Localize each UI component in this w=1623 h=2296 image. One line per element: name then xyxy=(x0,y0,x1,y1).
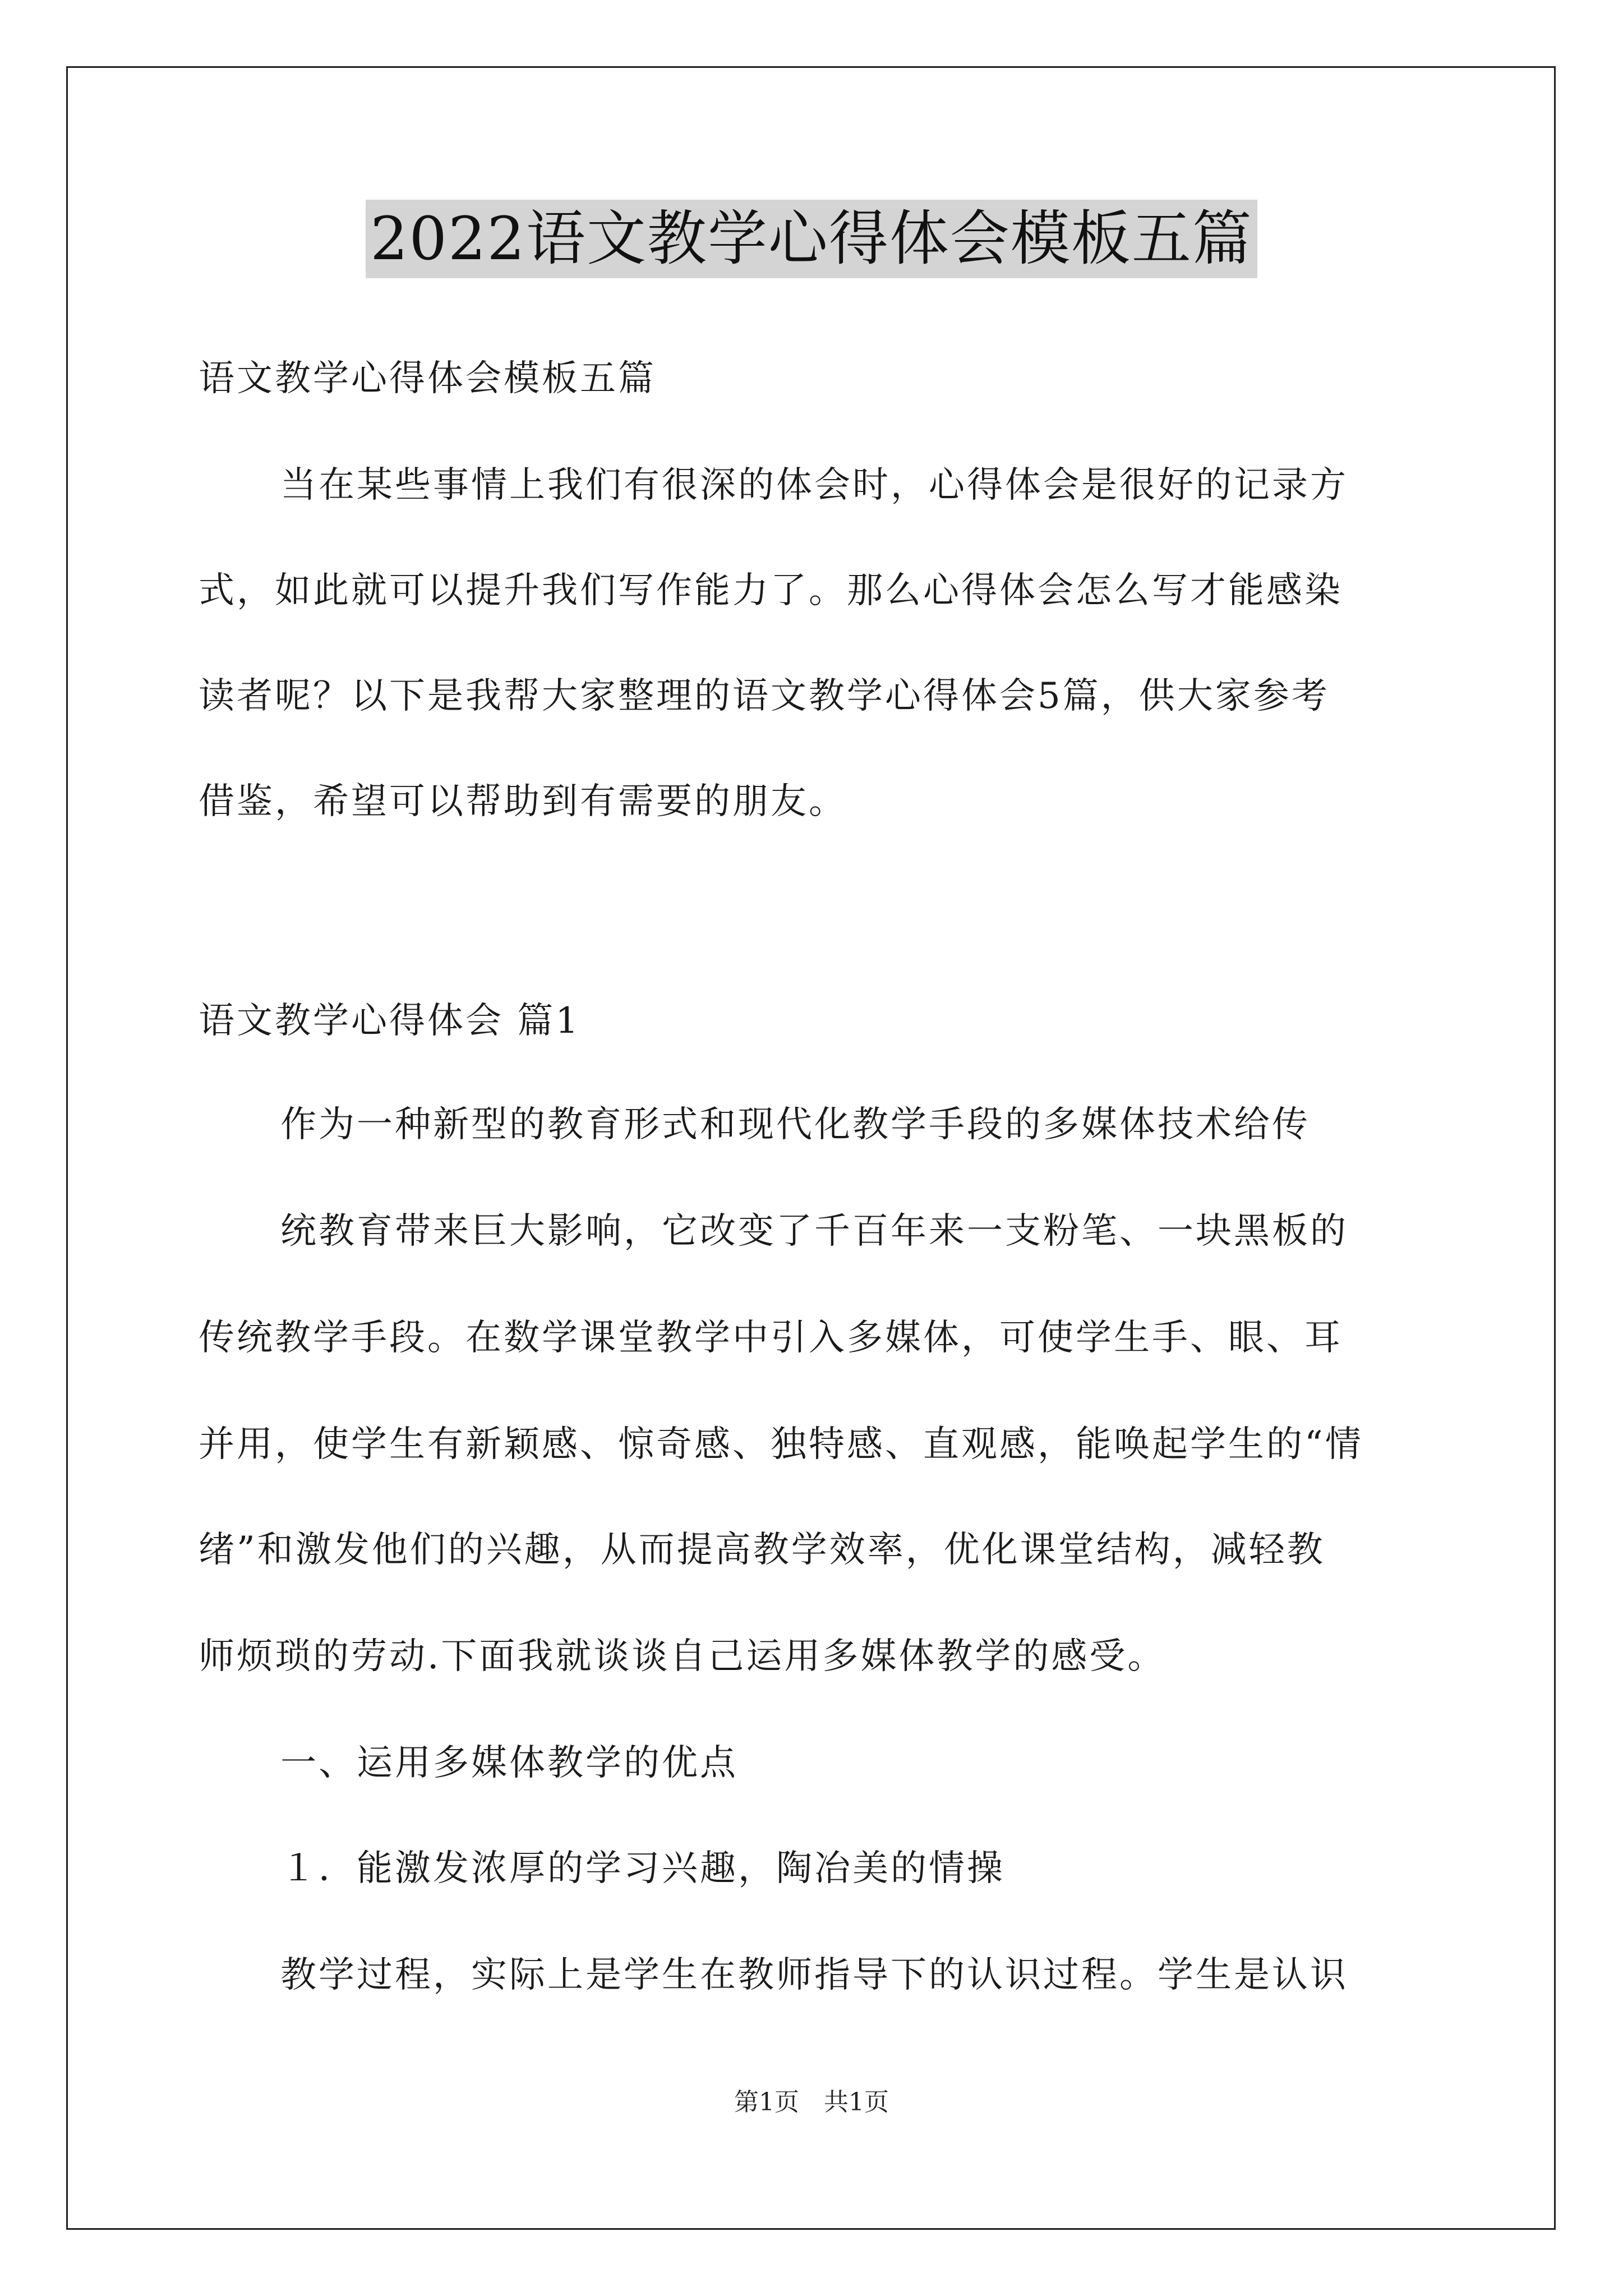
body-line-9: 教学过程，实际上是学生在教师指导下的认识过程。学生是认识 xyxy=(280,1954,1348,1996)
document-subtitle: 语文教学心得体会模板五篇 xyxy=(199,358,656,399)
body-line-8: １．能激发浓厚的学习兴趣，陶冶美的情操 xyxy=(280,1848,1005,1889)
body-line-2: 统教育带来巨大影响，它改变了千百年来一支粉笔、一块黑板的 xyxy=(280,1211,1348,1252)
document-title: 2022语文教学心得体会模板五篇 xyxy=(366,200,1257,278)
body-line-4: 并用，使学生有新颖感、惊奇感、独特感、直观感，能唤起学生的“情 xyxy=(199,1424,1363,1465)
body-line-3: 传统教学手段。在数学课堂教学中引入多媒体，可使学生手、眼、耳 xyxy=(199,1317,1343,1359)
body-line-1: 作为一种新型的教育形式和现代化教学手段的多媒体技术给传 xyxy=(280,1104,1310,1145)
section-heading: 语文教学心得体会 篇1 xyxy=(199,1000,581,1042)
intro-line-4: 借鉴，希望可以帮助到有需要的朋友。 xyxy=(199,781,847,822)
body-line-5: 绪”和激发他们的兴趣，从而提高教学效率，优化课堂结构，减轻教 xyxy=(199,1529,1325,1571)
body-line-6: 师烦琐的劳动.下面我就谈谈自己运用多媒体教学的感受。 xyxy=(199,1636,1166,1677)
intro-line-2: 式，如此就可以提升我们写作能力了。那么心得体会怎么写才能感染 xyxy=(199,570,1343,611)
intro-line-3: 读者呢？以下是我帮大家整理的语文教学心得体会5篇，供大家参考 xyxy=(199,675,1330,717)
title-container xyxy=(0,200,1623,278)
intro-line-1: 当在某些事情上我们有很深的体会时，心得体会是很好的记录方 xyxy=(280,464,1348,506)
body-line-7: 一、运用多媒体教学的优点 xyxy=(280,1742,738,1784)
page-footer: 第1页 共1页 xyxy=(734,2088,889,2116)
